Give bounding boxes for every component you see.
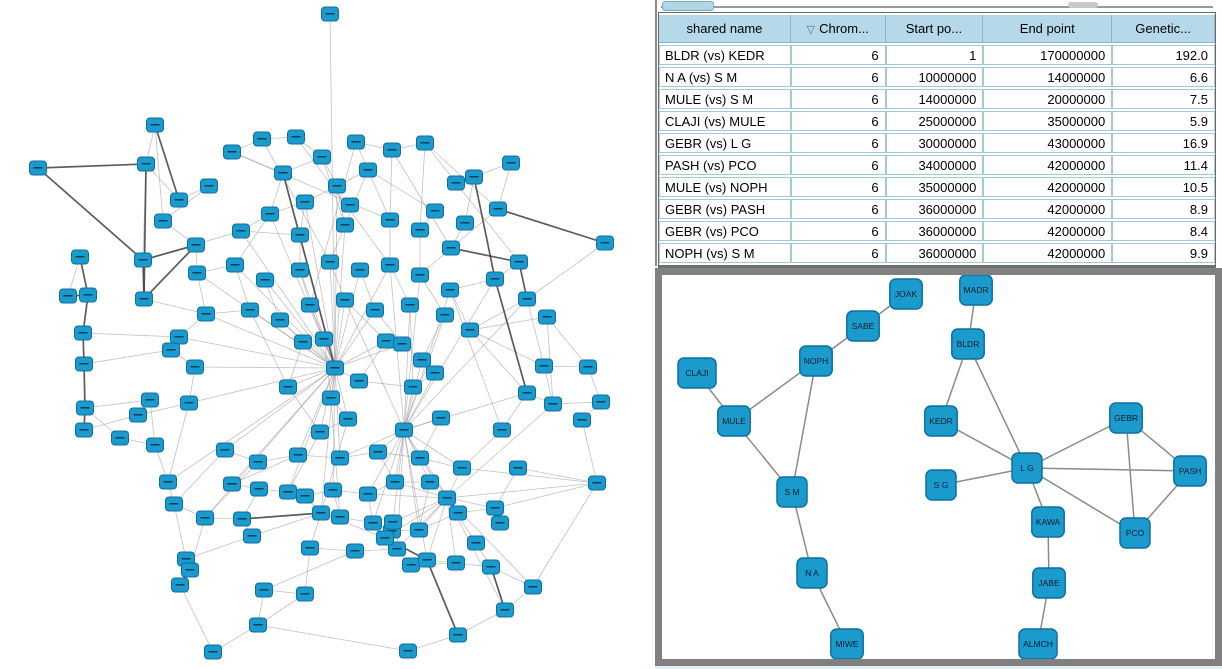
table-cell[interactable]: 6 [791, 155, 886, 175]
overview-node-label [116, 437, 125, 439]
overview-node-label [186, 569, 195, 571]
table-cell[interactable]: 6 [791, 221, 886, 241]
table-cell[interactable]: 42000000 [983, 221, 1112, 241]
table-cell[interactable]: 6 [791, 111, 886, 131]
overview-node-label [356, 269, 365, 271]
overview-node-label [279, 172, 288, 174]
graph-node-label: JOAK [894, 289, 918, 299]
overview-node-label [597, 401, 606, 403]
graph-edge [495, 483, 597, 508]
column-header-4[interactable]: Genetic... [1112, 15, 1215, 43]
table-row [659, 67, 1215, 87]
overview-node-label [176, 584, 185, 586]
graph-node-label: GEBR [1113, 413, 1139, 423]
overview-node-label [326, 13, 335, 15]
overview-node-label [294, 454, 303, 456]
table-cell[interactable]: 1 [886, 45, 984, 65]
overview-node-label [409, 386, 418, 388]
overview-node-label [317, 512, 326, 514]
overview-node-label [134, 414, 143, 416]
overview-node-label [381, 537, 390, 539]
overview-node-label [185, 402, 194, 404]
overview-node-label [255, 488, 264, 490]
overview-node-label [454, 634, 463, 636]
overview-node-label [487, 566, 496, 568]
overview-node-label [355, 380, 364, 382]
overview-node-label [318, 156, 327, 158]
overview-node-label [415, 529, 424, 531]
overview-node-label [364, 493, 373, 495]
overview-node-label [388, 149, 397, 151]
graph-edge [235, 214, 270, 265]
overview-node-label [159, 220, 168, 222]
edge-attribute-table-panel [655, 0, 1222, 266]
graph-edge [195, 367, 335, 368]
overview-node-label [81, 407, 90, 409]
graph-edge [345, 300, 404, 430]
overview-node-label [64, 295, 73, 297]
overview-node-label [140, 298, 149, 300]
table-cell[interactable]: 30000000 [886, 133, 984, 153]
graph-edge [447, 483, 597, 498]
table-row [659, 199, 1215, 219]
graph-node-label: MULE [722, 416, 746, 426]
column-header-2[interactable]: Start po... [886, 15, 984, 43]
table-cell[interactable]: MULE (vs) S M [659, 89, 791, 109]
graph-node-label: MADR [963, 285, 989, 295]
table-row [659, 45, 1215, 65]
overview-node-label [393, 548, 402, 550]
overview-node-label [398, 343, 407, 345]
overview-node-label [301, 495, 310, 497]
overview-node-label [498, 429, 507, 431]
graph-edge [155, 125, 179, 200]
overview-node-label [306, 304, 315, 306]
graph-edge [83, 333, 179, 337]
overview-node-label [540, 365, 549, 367]
table-cell[interactable]: GEBR (vs) PCO [659, 221, 791, 241]
overview-node-label [164, 481, 173, 483]
overview-node-label [386, 219, 395, 221]
overview-node-label [458, 467, 467, 469]
graph-edge [582, 420, 597, 483]
detail-network-canvas[interactable] [662, 275, 1215, 659]
graph-edge [144, 299, 206, 314]
overview-node-label [491, 507, 500, 509]
graph-edge [547, 317, 588, 367]
overview-node-label [584, 366, 593, 368]
overview-node-label [543, 316, 552, 318]
table-cell[interactable]: BLDR (vs) KEDR [659, 45, 791, 65]
table-cell[interactable]: NOPH (vs) S M [659, 243, 791, 263]
overview-node-label [193, 272, 202, 274]
overview-node-label [175, 199, 184, 201]
overview-node-label [452, 182, 461, 184]
graph-edge [174, 504, 186, 559]
overview-node-label [341, 224, 350, 226]
overview-node-label [260, 589, 269, 591]
column-header-0[interactable]: shared name [659, 15, 791, 43]
overview-node-label [201, 517, 210, 519]
network-detail-panel [655, 268, 1222, 666]
table-row [659, 111, 1215, 131]
table-scrollbar-thumb[interactable] [662, 1, 714, 11]
overview-node-label [142, 163, 151, 165]
overview-node-label [416, 229, 425, 231]
column-header-1[interactable]: ▽ Chrom... [791, 15, 886, 43]
overview-node-label [202, 313, 211, 315]
graph-node-label: N A [805, 568, 819, 578]
graph-node-label: KEDR [929, 416, 953, 426]
overview-node-label [306, 547, 315, 549]
graph-edge [1126, 418, 1135, 533]
overview-node-label [593, 482, 602, 484]
overview-node-label [139, 259, 148, 261]
table-cell[interactable]: N A (vs) S M [659, 67, 791, 87]
overview-node-label [514, 467, 523, 469]
graph-edge [258, 625, 408, 651]
graph-edge [38, 164, 146, 168]
overview-node-label [237, 230, 246, 232]
overview-node-label [266, 213, 275, 215]
overview-node-label [407, 564, 416, 566]
overview-node-label [336, 516, 345, 518]
graph-node-label: JABE [1038, 578, 1060, 588]
overview-node-label [374, 451, 383, 453]
overview-node-label [578, 419, 587, 421]
table-cell[interactable]: 192.0 [1112, 45, 1215, 65]
graph-edge [792, 361, 816, 492]
graph-node-label: BLDR [956, 339, 980, 349]
table-cell[interactable]: 9.9 [1112, 243, 1215, 263]
graph-edge [420, 143, 425, 230]
table-cell[interactable]: 170000000 [983, 45, 1112, 65]
overview-node-label [452, 562, 461, 564]
overview-node-label [191, 366, 200, 368]
overview-node-label [221, 449, 230, 451]
graph-edge [264, 551, 355, 590]
overview-node-label [276, 319, 285, 321]
graph-edge [186, 536, 252, 559]
overview-node-label [437, 417, 446, 419]
table-cell[interactable]: 42000000 [983, 155, 1112, 175]
graph-edge [498, 209, 605, 243]
overview-node-label [369, 522, 378, 524]
table-cell[interactable]: PASH (vs) PCO [659, 155, 791, 175]
filter-icon[interactable]: ▽ [806, 24, 816, 36]
graph-node-label: PASH [1178, 466, 1202, 476]
graph-edge [533, 483, 597, 587]
table-cell[interactable]: 25000000 [886, 111, 984, 131]
graph-edge [427, 498, 447, 560]
overview-node-label [299, 341, 308, 343]
table-cell[interactable]: 34000000 [886, 155, 984, 175]
table-cell[interactable]: 6 [791, 67, 886, 87]
graph-node-label: ALMCH [1023, 639, 1053, 649]
table-cell[interactable]: 36000000 [886, 199, 984, 219]
overview-node-label [246, 309, 255, 311]
table-row [659, 221, 1215, 241]
graph-edge [241, 231, 335, 368]
graph-edge [427, 560, 458, 635]
table-cell[interactable]: 11.4 [1112, 155, 1215, 175]
overview-node-label [146, 399, 155, 401]
overview-node-label [329, 489, 338, 491]
graph-node-label: S M [784, 487, 800, 497]
overview-node-label [151, 444, 160, 446]
graph-edge [84, 350, 171, 364]
overview-node-label [423, 559, 432, 561]
overview-node-label [549, 403, 558, 405]
overview-node-label [296, 269, 305, 271]
column-header-3[interactable]: End point [983, 15, 1112, 43]
overview-node-label [400, 429, 409, 431]
overview-node-label [431, 372, 440, 374]
overview-node-label [284, 386, 293, 388]
overview-node-label [421, 142, 430, 144]
overview-node-label [364, 169, 373, 171]
overview-node-label [316, 431, 325, 433]
overview-node-label [441, 314, 450, 316]
graph-edge [335, 368, 340, 458]
graph-edge [447, 404, 553, 498]
graph-node-label: S G [933, 480, 949, 490]
table-cell[interactable]: 42000000 [983, 177, 1112, 197]
overview-node-label [76, 256, 85, 258]
graph-node-label: L G [1020, 463, 1034, 473]
graph-edge [38, 168, 143, 260]
overview-node-label [301, 201, 310, 203]
table-cell[interactable]: 6 [791, 177, 886, 197]
panel-divider [655, 0, 657, 266]
overview-node-label [261, 279, 270, 281]
overview-node-label [470, 176, 479, 178]
graph-node-label: KAWA [1035, 517, 1061, 527]
graph-node-label: MIWE [835, 639, 859, 649]
overview-node-label [254, 624, 263, 626]
overview-node-label [382, 340, 391, 342]
overview-node-label [231, 264, 240, 266]
table-cell[interactable]: 6 [791, 243, 886, 263]
overview-node-label [170, 503, 179, 505]
table-cell[interactable]: GEBR (vs) L G [659, 133, 791, 153]
table-cell[interactable]: 8.9 [1112, 199, 1215, 219]
graph-edge [180, 585, 213, 652]
overview-node-label [292, 136, 301, 138]
overview-node-label [331, 367, 340, 369]
table-cell[interactable]: 6 [791, 89, 886, 109]
overview-node-label [507, 162, 516, 164]
table-cell[interactable]: 20000000 [983, 89, 1112, 109]
overview-node-label [284, 491, 293, 493]
overview-node-label [601, 242, 610, 244]
overview-node-label [80, 363, 89, 365]
graph-edge [335, 310, 375, 368]
overview-node-label [84, 294, 93, 296]
overview-node-label [228, 483, 237, 485]
overview-node-label [336, 457, 345, 459]
table-cell[interactable]: 5.9 [1112, 111, 1215, 131]
overview-node-label [34, 167, 43, 169]
table-cell[interactable]: 35000000 [983, 111, 1112, 131]
table-row [659, 177, 1215, 197]
overview-node-label [386, 264, 395, 266]
table-cell[interactable]: 16.9 [1112, 133, 1215, 153]
table-cell[interactable]: 6.6 [1112, 67, 1215, 87]
overview-node-label [454, 512, 463, 514]
overview-node-label [346, 204, 355, 206]
table-cell[interactable]: CLAJI (vs) MULE [659, 111, 791, 131]
table-cell[interactable]: 6 [791, 199, 886, 219]
overview-node-label [352, 141, 361, 143]
overview-node-label [416, 274, 425, 276]
overview-node-label [443, 497, 452, 499]
overview-node-label [391, 481, 400, 483]
overview-node-label [238, 518, 247, 520]
overview-node-label [491, 278, 500, 280]
graph-edge [232, 152, 390, 220]
overview-node-label [461, 222, 470, 224]
overview-node-label [258, 138, 267, 140]
table-row [659, 133, 1215, 153]
overview-node-label [406, 304, 415, 306]
overview-node-label [501, 609, 510, 611]
graph-edge [527, 243, 605, 299]
overview-node-label [248, 535, 257, 537]
table-cell[interactable]: 8.4 [1112, 221, 1215, 241]
edge-attribute-table [658, 12, 1216, 268]
table-cell[interactable]: 36000000 [886, 243, 984, 263]
overview-node-label [301, 593, 310, 595]
graph-edge [85, 400, 150, 408]
overview-node-label [523, 392, 532, 394]
table-cell[interactable]: 35000000 [886, 177, 984, 197]
graph-edge [527, 299, 544, 366]
table-cell[interactable]: 6 [791, 45, 886, 65]
overview-node-label [446, 289, 455, 291]
graph-edge [451, 248, 519, 262]
table-scrollbar-segment [1068, 2, 1098, 8]
graph-node-label: CLAJI [685, 368, 709, 378]
table-row [659, 155, 1215, 175]
table-cell[interactable]: GEBR (vs) PASH [659, 199, 791, 219]
overview-node-label [529, 586, 538, 588]
overview-node-label [205, 185, 214, 187]
overview-node-label [472, 542, 481, 544]
table-header-row [659, 15, 1215, 43]
graph-node-label: PCO [1125, 528, 1145, 538]
table-cell[interactable]: 42000000 [983, 243, 1112, 263]
table-cell[interactable]: 14000000 [983, 67, 1112, 87]
overview-node-label [404, 650, 413, 652]
overview-node-label [494, 208, 503, 210]
table-cell[interactable]: 42000000 [983, 199, 1112, 219]
graph-edge [189, 368, 335, 403]
table-row [659, 243, 1215, 263]
overview-node-label [175, 336, 184, 338]
table-cell[interactable]: 7.5 [1112, 89, 1215, 109]
table-cell[interactable]: 10.5 [1112, 177, 1215, 197]
graph-edge [968, 344, 1027, 468]
overview-node-label [80, 429, 89, 431]
overview-node-label [326, 261, 335, 263]
overview-node-label [296, 234, 305, 236]
graph-edge [1027, 468, 1190, 471]
overview-node-label [371, 309, 380, 311]
graph-edge [174, 450, 225, 504]
overview-node-label [192, 244, 201, 246]
table-cell[interactable]: 14000000 [886, 89, 984, 109]
overview-node-label [167, 349, 176, 351]
overview-node-label [209, 651, 218, 653]
overview-node-label [466, 329, 475, 331]
overview-node-label [523, 298, 532, 300]
overview-node-label [416, 457, 425, 459]
table-cell[interactable]: 6 [791, 133, 886, 153]
table-row [659, 89, 1215, 109]
overview-node-label [351, 550, 360, 552]
overview-node-label [333, 185, 342, 187]
overview-node-label [426, 481, 435, 483]
overview-node-label [79, 332, 88, 334]
overview-node-label [327, 397, 336, 399]
overview-node-label [447, 247, 456, 249]
graph-node-label: SABE [851, 321, 875, 331]
table-cell[interactable]: MULE (vs) NOPH [659, 177, 791, 197]
table-scrollbar-track[interactable] [661, 6, 1213, 8]
overview-node-label [418, 359, 427, 361]
overview-node-label [515, 261, 524, 263]
overview-node-label [344, 418, 353, 420]
overview-node-label [431, 210, 440, 212]
overview-node-label [389, 521, 398, 523]
overview-node-label [320, 338, 329, 340]
graph-edge [390, 150, 392, 220]
table-cell[interactable]: 36000000 [886, 221, 984, 241]
overview-node-label [228, 151, 237, 153]
overview-node-label [182, 558, 191, 560]
overview-node-label [341, 299, 350, 301]
overview-node-label [151, 124, 160, 126]
table-cell[interactable]: 10000000 [886, 67, 984, 87]
table-cell[interactable]: 43000000 [983, 133, 1112, 153]
graph-edge [242, 513, 321, 519]
graph-node-label: NOPH [803, 356, 829, 366]
overview-node-label [496, 522, 505, 524]
overview-node-label [254, 461, 263, 463]
